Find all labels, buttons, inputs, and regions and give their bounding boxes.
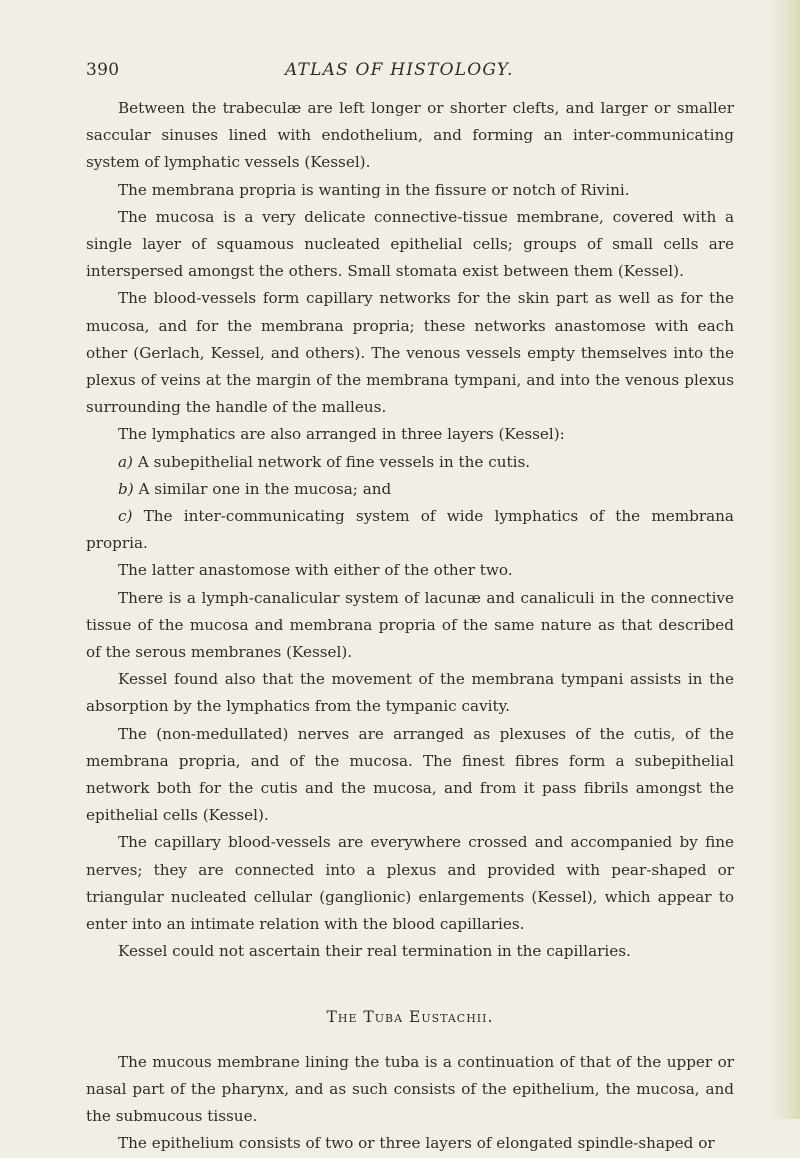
paragraph: The lymphatics are also arranged in three layers (Kessel): (118, 425, 565, 444)
list-item-letter: b) (118, 479, 134, 498)
paragraph: The mucosa is a very delicate connective-tissue membrane, covered with a single layer of squamous nucleated epithelial cells; groups of small cells are interspersed amongst the others. Small stomata exist between them (Kessel). (86, 207, 734, 281)
list-item (86, 476, 734, 503)
page-header (86, 60, 734, 86)
list-item-text: The inter-communicating system of wide lymphatics of the membrana propria. (86, 507, 734, 553)
body-text (86, 95, 734, 1158)
list-item-text: A similar one in the mucosa; and (138, 479, 392, 498)
page-edge-shading (766, 0, 800, 1119)
list-item (86, 503, 734, 557)
paragraph: There is a lymph-canalicular system of lacunæ and canaliculi in the connective tissue of the mucosa and membrana propria of the same nature as that described of the serous membranes (Kessel). (86, 588, 734, 662)
running-title: ATLAS OF HISTOLOGY. (285, 60, 514, 80)
paragraph: The epithelium consists of two or three layers of elongated spindle-shaped or (118, 1134, 715, 1153)
paragraph: The capillary blood-vessels are everywhere crossed and accompanied by fine nerves; they are connected into a plexus and provided with pear-shaped or triangular nucleated cellular (ganglionic) enlargements (Kessel), which appear to enter into an intimate relation with the blood capillaries. (86, 833, 734, 934)
section-heading: The Tuba Eustachii. (326, 1007, 494, 1026)
paragraph: The mucous membrane lining the tuba is a continuation of that of the upper or nasal part of the pharynx, and as such consists of the epithelium, the mucosa, and the submucous tissue. (86, 1052, 734, 1126)
list-item (86, 449, 734, 476)
paragraph: Kessel could not ascertain their real termination in the capillaries. (118, 942, 631, 961)
paragraph: The latter anastomose with either of the other two. (118, 561, 513, 580)
list-item-text: A subepithelial network of fine vessels in the cutis. (137, 452, 531, 471)
page-number: 390 (86, 60, 120, 80)
paragraph: Between the trabeculæ are left longer or shorter clefts, and larger or smaller saccular sinuses lined with endothelium, and forming an inter-communicating system of lymphatic vessels (Kessel). (86, 99, 734, 172)
paragraph: The blood-vessels form capillary networks for the skin part as well as for the mucosa, and for the membrana propria; these networks anastomose with each other (Gerlach, Kessel, and others). The venous vessels empty themselves into the plexus of veins at the margin of the membrana tympani, and into the venous plexus surrounding the handle of the malleus. (86, 289, 734, 417)
list-item-letter: c) (118, 507, 133, 526)
paragraph: The (non-medullated) nerves are arranged as plexuses of the cutis, of the membrana propria, and of the mucosa. The finest fibres form a subepithelial network both for the cutis and the mucosa, and from it pass fibrils amongst the epithelial cells (Kessel). (86, 724, 734, 825)
list-item-letter: a) (118, 452, 133, 471)
paragraph: The membrana propria is wanting in the fissure or notch of Rivini. (118, 180, 630, 199)
paragraph: Kessel found also that the movement of the membrana tympani assists in the absorption by the lymphatics from the tympanic cavity. (86, 670, 734, 716)
